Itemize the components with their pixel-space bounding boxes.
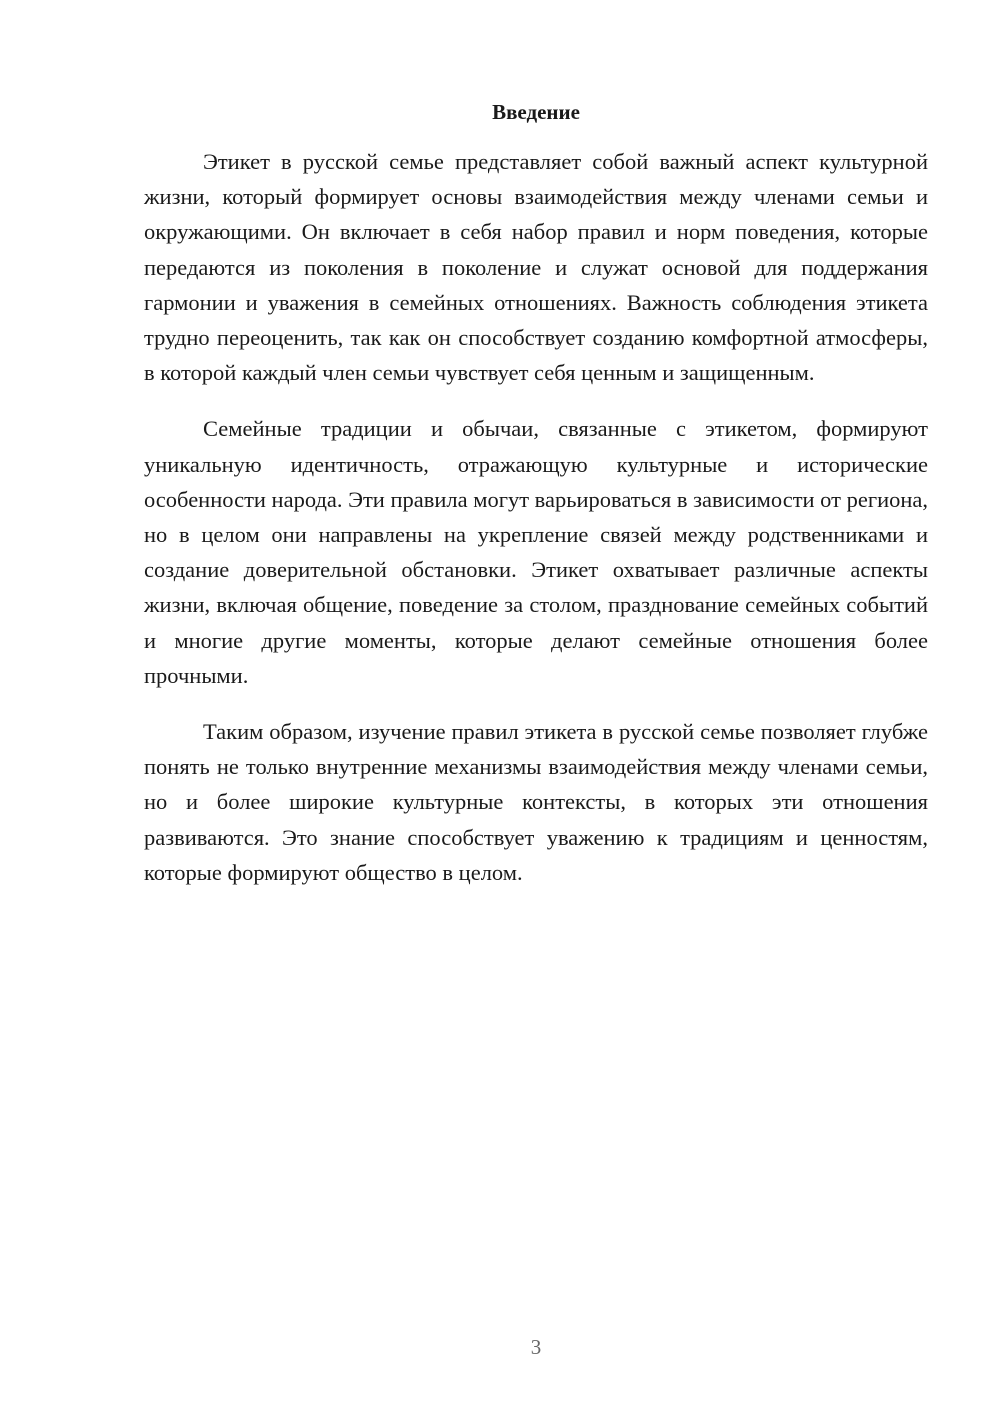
body-text bbox=[144, 144, 928, 890]
paragraph-2: Семейные традиции и обычаи, связанные с этикетом, формируют уникальную идентичность, отражающую культурные и исторические особенности народа. Эти правила могут варьироваться в зависимости от региона, но в целом они направлены на укрепление связей между родственниками и создание доверительной обстановки. Этикет охватывает различные аспекты жизни, включая общение, поведение за столом, празднование семейных событий и многие другие моменты, которые делают семейные отношения более прочными. bbox=[144, 416, 929, 688]
paragraph-3: Таким образом, изучение правил этикета в русской семье позволяет глубже понять не только внутренние механизмы взаимодействия между членами семьи, но и более широкие культурные контексты, в которых эти отношения развиваются. Это знание способствует уважению к традициям и ценностям, которые формируют общество в целом. bbox=[144, 719, 928, 885]
paragraph-1: Этикет в русской семье представляет собой важный аспект культурной жизни, который формирует основы взаимодействия между членами семьи и окружающими. Он включает в себя набор правил и норм поведения, которые передаются из поколения в поколение и служат основой для поддержания гармонии и уважения в семейных отношениях. Важность соблюдения этикета трудно переоценить, так как он способствует созданию комфортной атмосферы, в которой каждый член семьи чувствует себя ценным и защищенным. bbox=[144, 149, 928, 386]
section-heading: Введение bbox=[492, 100, 580, 124]
page-number: 3 bbox=[530, 1335, 542, 1359]
